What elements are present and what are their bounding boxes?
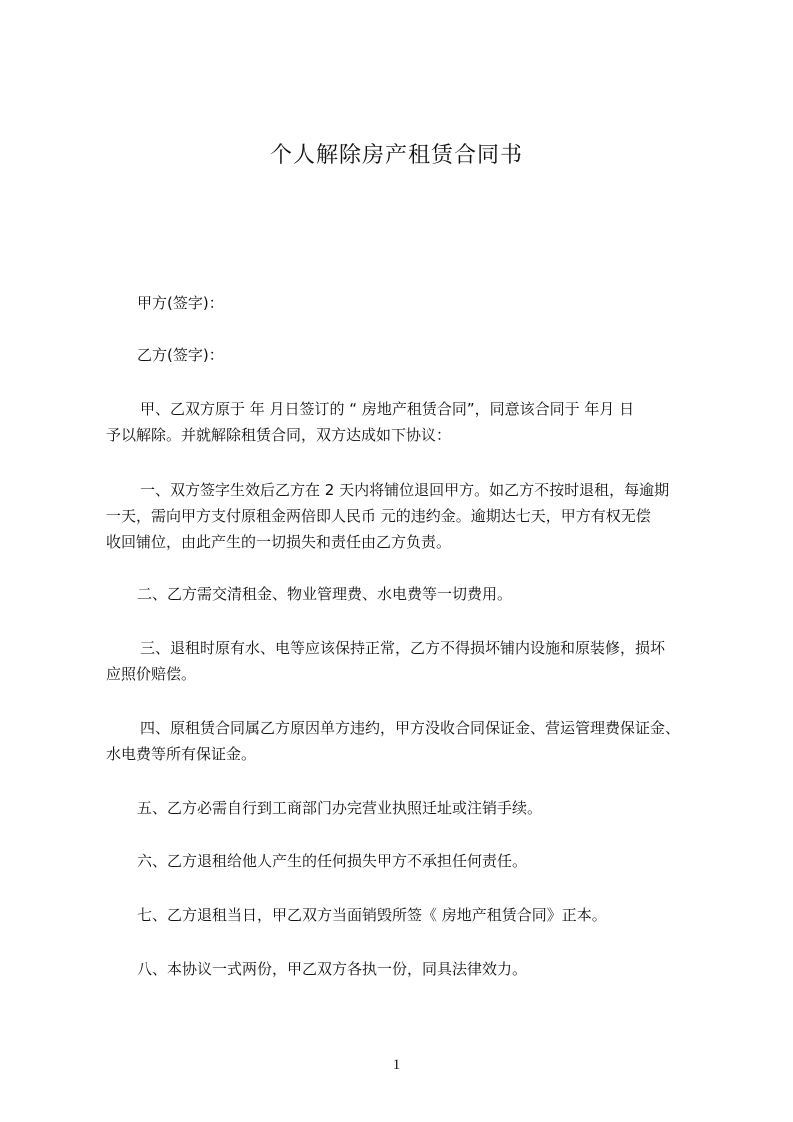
- clause-line: 收回铺位，由此产生的一切损失和责任由乙方负责。: [106, 533, 452, 551]
- intro-line: 甲、乙双方原于 年 月日签订的 “ 房地产租赁合同”，同意该合同于 年月 日: [140, 400, 635, 418]
- clause-line: 一、双方签字生效后乙方在 2 天内将铺位退回甲方。如乙方不按时退租，每逾期: [140, 481, 670, 499]
- clause-line: 七、乙方退租当日，甲乙双方当面销毁所签《 房地产租赁合同》正本。: [137, 906, 607, 924]
- document-title: 个人解除房产租赁合同书: [269, 143, 523, 168]
- clause-line: 一天，需向甲方支付原租金两倍即人民币 元的违约金。逾期达七天，甲方有权无偿: [106, 507, 651, 525]
- clause-line: 三、退租时原有水、电等应该保持正常，乙方不得损坏铺内设施和原装修，损坏: [140, 639, 666, 657]
- clause-line: 六、乙方退租给他人产生的任何损失甲方不承担任何责任。: [137, 852, 528, 870]
- clause-line: 五、乙方必需自行到工商部门办完营业执照迁址或注销手续。: [137, 799, 543, 817]
- clause-line: 八、本协议一式两份，甲乙双方各执一份，同具法律效力。: [137, 960, 528, 978]
- clause-line: 水电费等所有保证金。: [106, 745, 257, 763]
- clause-line: 四、原租赁合同属乙方原因单方违约，甲方没收合同保证金、营运管理费保证金、: [140, 719, 681, 737]
- clause-line: 应照价赔偿。: [106, 665, 197, 683]
- party-b-signature-line: 乙方(签字)：: [137, 346, 224, 364]
- clause-line: 二、乙方需交清租金、物业管理费、水电费等一切费用。: [137, 585, 513, 603]
- intro-line: 予以解除。并就解除租赁合同，双方达成如下协议：: [106, 426, 452, 444]
- page-number: 1: [392, 1057, 401, 1073]
- party-a-signature-line: 甲方(签字)：: [137, 294, 224, 312]
